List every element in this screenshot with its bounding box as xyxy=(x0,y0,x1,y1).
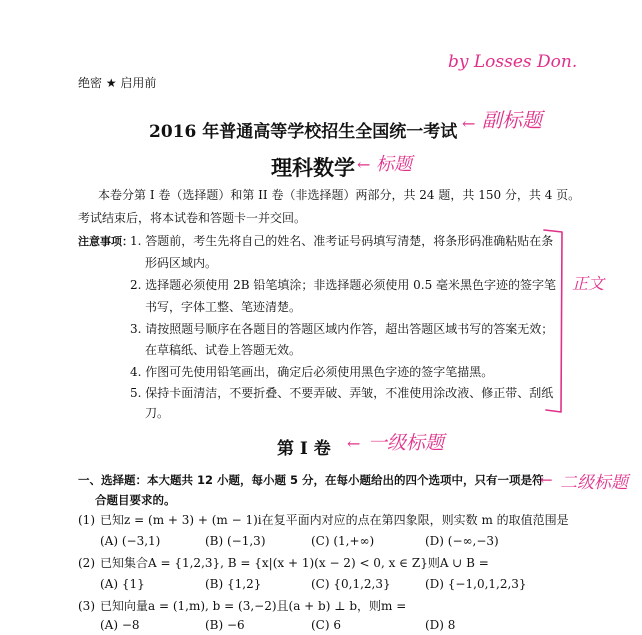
h1-annotation: 一级标题 xyxy=(368,432,445,454)
note-item-3: 3. 请按照题号顺序在各题目的答题区域内作答，超出答题区域书写的答案无效； xyxy=(130,322,554,336)
question-number: (3) xyxy=(78,599,95,613)
question-number: (1) xyxy=(78,513,95,527)
option-d: (D) {−1,0,1,2,3} xyxy=(425,577,527,591)
question-number: (2) xyxy=(78,556,95,570)
body-annotation: 正文 xyxy=(572,274,605,293)
note-item-1: 1. 答题前，考生先将自己的姓名、准考证号码填写清楚，将条形码准确粘贴在条 xyxy=(130,234,554,248)
option-d: (D) 8 xyxy=(425,618,456,632)
confidential-label: 绝密 ★ 启用前 xyxy=(78,76,157,90)
intro-line-2: 考试结束后，将本试卷和答题卡一并交回。 xyxy=(78,211,307,225)
question-stem: 已知z = (m + 3) + (m − 1)i在复平面内对应的点在第四象限，则实数 m 的取值范围是 xyxy=(100,513,569,527)
note-item-2: 2. 选择题必须使用 2B 铅笔填涂；非选择题必须使用 0.5 毫米黑色字迹的签字笔 xyxy=(130,278,557,292)
intro-line-1: 本卷分第 I 卷（选择题）和第 II 卷（非选择题）两部分，共 24 题，共 150 分，共 4 页。 xyxy=(98,188,581,202)
option-c: (C) 6 xyxy=(311,618,341,632)
exam-subtitle: 2016 年普通高等学校招生全国统一考试 xyxy=(149,122,458,142)
arrow-left-icon: ← xyxy=(347,434,361,453)
option-a: (A) (−3,1) xyxy=(100,534,161,548)
option-b: (B) (−1,3) xyxy=(205,534,266,548)
option-b: (B) {1,2} xyxy=(205,577,262,591)
option-a: (A) {1} xyxy=(100,577,145,591)
body-bracket-annotation xyxy=(540,228,570,414)
question-stem: 已知集合A = {1,2,3}, B = {x|(x + 1)(x − 2) < 0, x ∈ Z}则A ∪ B = xyxy=(100,556,489,570)
option-d: (D) (−∞,−3) xyxy=(425,534,499,548)
note-item-4: 4. 作图可先使用铅笔画出，确定后必须使用黑色字迹的签字笔描黑。 xyxy=(130,365,494,379)
arrow-left-icon: ← xyxy=(357,155,371,174)
section-title: 第 I 卷 xyxy=(277,439,331,459)
note-item-1-cont: 形码区域内。 xyxy=(145,256,218,270)
arrow-left-icon: ← xyxy=(540,471,553,489)
signature-annotation: by Losses Don. xyxy=(448,52,578,72)
h2-annotation: 二级标题 xyxy=(560,473,628,493)
option-b: (B) −6 xyxy=(205,618,245,632)
part-heading-line-2: 合题目要求的。 xyxy=(95,493,176,507)
note-item-5-cont: 刀。 xyxy=(145,406,170,420)
subtitle-annotation: 副标题 xyxy=(482,108,542,132)
title-annotation: 标题 xyxy=(376,154,412,175)
exam-title: 理科数学 xyxy=(271,155,355,180)
note-item-5: 5. 保持卡面清洁，不要折叠、不要弄破、弄皱，不准使用涂改液、修正带、刮纸 xyxy=(130,386,554,400)
option-a: (A) −8 xyxy=(100,618,140,632)
option-c: (C) (1,+∞) xyxy=(311,534,375,548)
question-stem: 已知向量a = (1,m), b = (3,−2)且(a + b) ⊥ b，则m = xyxy=(100,599,407,613)
part-heading-line-1: 一、选择题：本大题共 12 小题，每小题 5 分，在每小题给出的四个选项中，只有一项是符 xyxy=(78,473,544,487)
note-item-3-cont: 在草稿纸、试卷上答题无效。 xyxy=(145,343,302,357)
arrow-left-icon: ← xyxy=(462,114,476,133)
option-c: (C) {0,1,2,3} xyxy=(311,577,391,591)
note-item-2-cont: 书写，字体工整、笔迹清楚。 xyxy=(145,300,302,314)
notes-label: 注意事项： xyxy=(78,235,133,248)
